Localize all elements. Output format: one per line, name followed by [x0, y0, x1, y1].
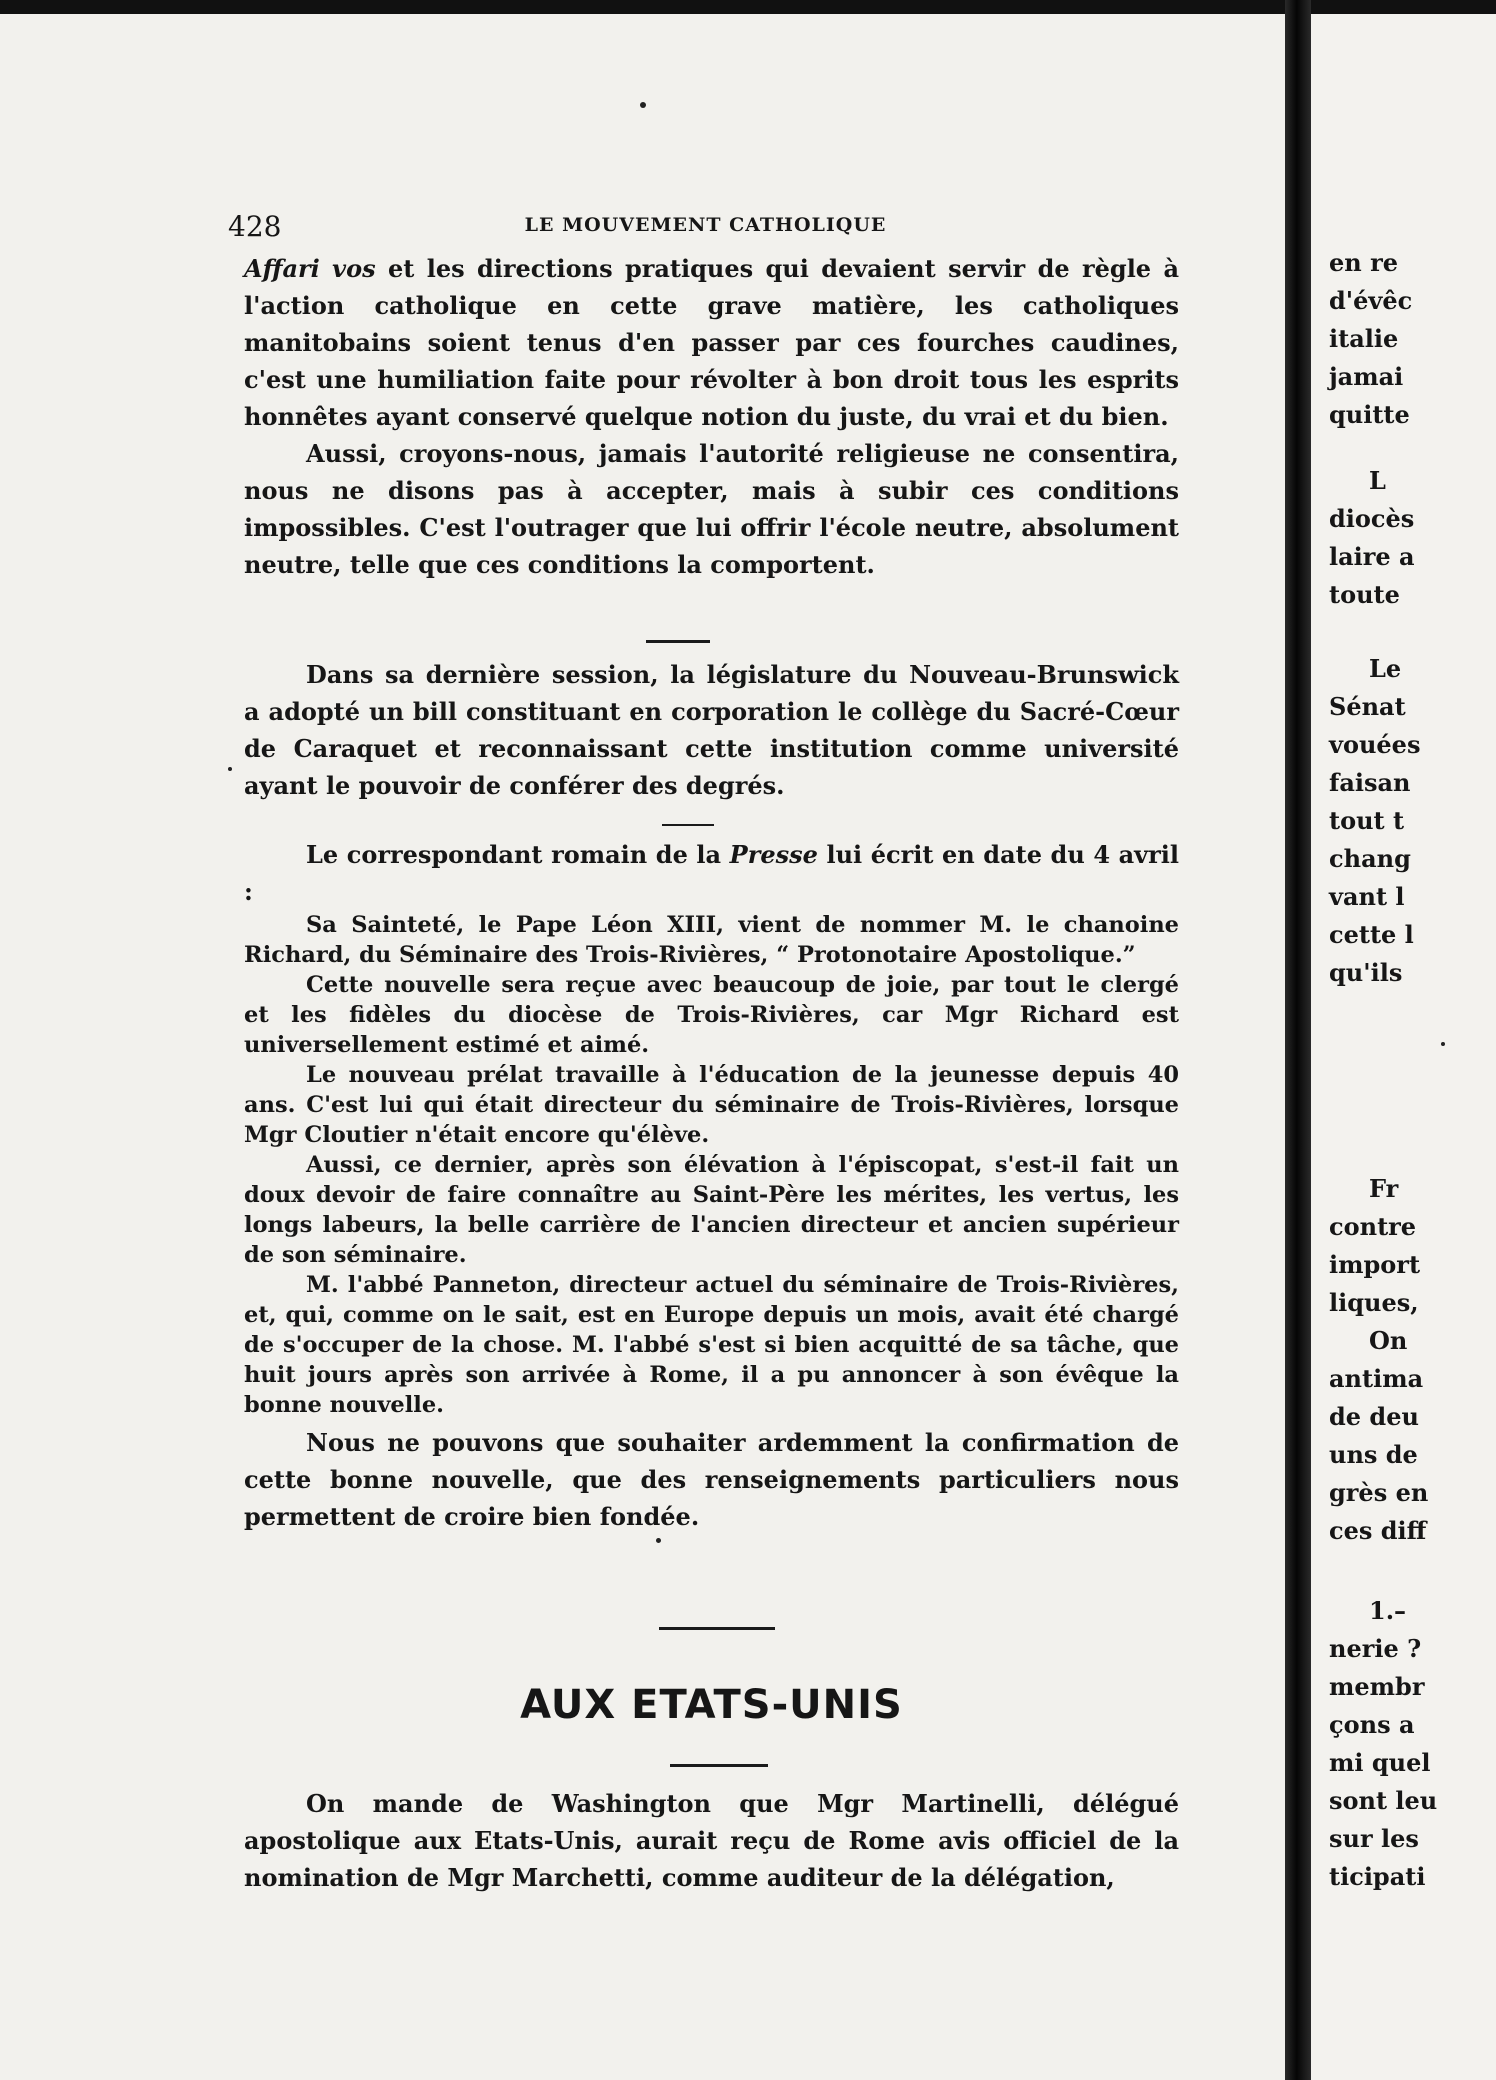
text-fragment: nerie ? — [1329, 1634, 1422, 1663]
text-fragment: grès en — [1329, 1478, 1429, 1507]
separator-rule — [670, 1764, 768, 1767]
block-etats-unis — [244, 1785, 1179, 1896]
quoted-paragraph: M. l'abbé Panneton, directeur actuel du séminaire de Trois-Rivières, et, qui, comme on le sait, est en Europe depuis un mois, avait été chargé de s'occuper de la chose. M. l'abbé s'est si bien acquitté de sa tâche, que huit jours après son arrivée à Rome, il a pu annoncer à son évêque la bonne nouvelle. — [244, 1272, 1179, 1418]
text-fragment: quitte — [1329, 400, 1410, 429]
text-fragment: d'évêc — [1329, 286, 1413, 315]
paragraph: Nous ne pouvons que souhaiter ardemment la confirmation de cette bonne nouvelle, que des renseignements particuliers nous permettent de croire bien fondée. — [244, 1428, 1179, 1531]
text-fragment: membr — [1329, 1672, 1425, 1701]
text-fragment: italie — [1329, 324, 1399, 353]
block-protonotaire — [244, 836, 1179, 1535]
text-fragment: import — [1329, 1250, 1421, 1279]
quoted-paragraph: Le nouveau prélat travaille à l'éducation de la jeunesse depuis 40 ans. C'est lui qui était directeur du séminaire de Trois-Rivières, lorsque Mgr Cloutier n'était encore qu'élève. — [244, 1062, 1179, 1148]
separator-rule — [659, 1627, 775, 1630]
text-fragment: Sénat — [1329, 692, 1406, 721]
ink-speck — [228, 767, 232, 771]
left-page — [0, 14, 1285, 2080]
text-fragment: de deu — [1329, 1402, 1419, 1431]
text-fragment: liques, — [1329, 1288, 1419, 1317]
intro-text: lui écrit en date du 4 avril : — [244, 840, 1179, 906]
text-fragment: en re — [1329, 248, 1398, 277]
text-fragment: jamai — [1329, 362, 1404, 391]
intro-text: Le correspondant romain de la — [306, 840, 730, 869]
text-fragment: sur les — [1329, 1824, 1419, 1853]
text-fragment: sont leu — [1329, 1786, 1438, 1815]
text-fragment: vouées — [1329, 730, 1421, 759]
running-title: LE MOUVEMENT CATHOLIQUE — [524, 214, 887, 236]
text-fragment: chang — [1329, 844, 1411, 873]
text-fragment: mi quel — [1329, 1748, 1431, 1777]
text-fragment: antima — [1329, 1364, 1424, 1393]
text-fragment: çons a — [1329, 1710, 1415, 1739]
text-fragment: cette l — [1329, 920, 1414, 949]
paragraph — [244, 836, 1179, 910]
ink-speck — [1441, 1042, 1445, 1046]
text-fragment: tout t — [1329, 806, 1405, 835]
text-fragment: 1.– — [1369, 1596, 1407, 1625]
text-fragment: contre — [1329, 1212, 1417, 1241]
paragraph: Aussi, croyons-nous, jamais l'autorité religieuse ne consentira, nous ne disons pas à accepter, mais à subir ces conditions impossibles. C'est l'outrager que lui offrir l'école neutre, absolument neutre, telle que ces conditions la comportent. — [244, 439, 1179, 579]
text-fragment: toute — [1329, 580, 1400, 609]
scan-top-border — [0, 0, 1496, 14]
section-title: AUX ETATS-UNIS — [520, 1682, 903, 1728]
text-fragment: ticipati — [1329, 1862, 1426, 1891]
page-number: 428 — [228, 210, 282, 243]
text-fragment: vant l — [1329, 882, 1405, 911]
text-fragment: laire a — [1329, 542, 1415, 571]
text-fragment: Le — [1369, 654, 1402, 683]
text-fragment: ces diff — [1329, 1516, 1427, 1545]
quoted-paragraph: Aussi, ce dernier, après son élévation à l'épiscopat, s'est-il fait un doux devoir de faire connaître au Saint-Père les mérites, les vertus, les longs labeurs, la belle carrière de l'ancien directeur et ancien supérieur de son séminaire. — [244, 1152, 1179, 1268]
text-fragment: diocès — [1329, 504, 1415, 533]
italic-phrase: Affari vos — [244, 254, 376, 283]
quoted-paragraph: Sa Sainteté, le Pape Léon XIII, vient de nommer M. le chanoine Richard, du Séminaire des Trois-Rivières, “ Protonotaire Apostolique.” — [244, 912, 1179, 968]
paragraph — [244, 250, 1179, 435]
paragraph-text: et les directions pratiques qui devaient servir de règle à l'action catholique en cette grave matière, les catholiques manitobains soient tenus d'en passer par ces fourches caudines, c'est une humiliation faite pour révolter à bon droit tous les esprits honnêtes ayant conservé quelque notion du juste, du vrai et du bien. — [244, 254, 1179, 431]
text-fragment: Fr — [1369, 1174, 1399, 1203]
ink-speck — [640, 102, 646, 108]
separator-rule — [646, 640, 710, 643]
italic-phrase: Presse — [729, 840, 818, 869]
paragraph: On mande de Washington que Mgr Martinelli, délégué apostolique aux Etats-Unis, aurait reçu de Rome avis officiel de la nomination de Mgr Marchetti, comme auditeur de la délégation, — [244, 1789, 1179, 1892]
text-fragment: qu'ils — [1329, 958, 1403, 987]
text-fragment: On — [1369, 1326, 1408, 1355]
text-fragment: uns de — [1329, 1440, 1418, 1469]
quoted-paragraph: Cette nouvelle sera reçue avec beaucoup de joie, par tout le clergé et les fidèles du diocèse de Trois-Rivières, car Mgr Richard est universellement estimé et aimé. — [244, 972, 1179, 1058]
text-fragment: L — [1369, 466, 1386, 495]
paragraph: Dans sa dernière session, la législature du Nouveau-Brunswick a adopté un bill constituant en corporation le collège du Sacré-Cœur de Caraquet et reconnaissant cette institution comme université ayant le pouvoir de conférer des degrés. — [244, 660, 1179, 800]
running-header — [228, 210, 1183, 244]
block-nouveau-brunswick — [244, 656, 1179, 804]
page-gutter — [1285, 0, 1311, 2080]
separator-rule — [662, 824, 714, 826]
block-affari-vos — [244, 250, 1179, 583]
ink-speck — [656, 1538, 661, 1543]
text-fragment: faisan — [1329, 768, 1411, 797]
right-page-fragment — [1311, 14, 1496, 2080]
